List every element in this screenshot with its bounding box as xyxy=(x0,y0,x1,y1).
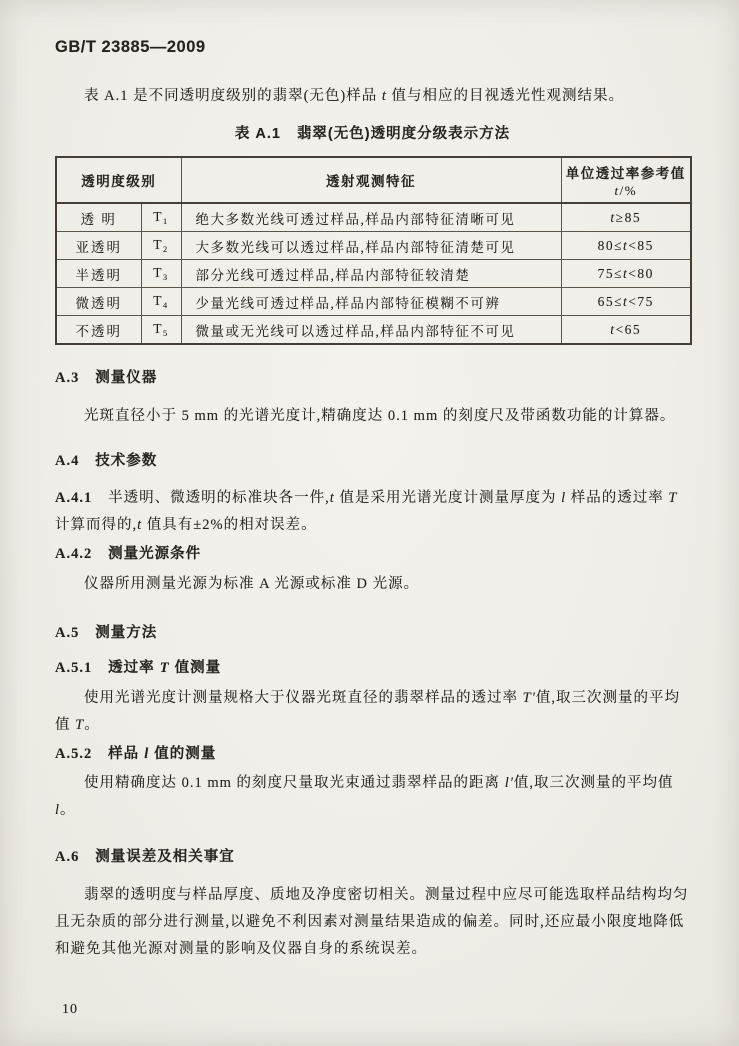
section-title: 样品 l 值的测量 xyxy=(108,745,217,762)
section-number: A.4 xyxy=(55,452,80,469)
section-heading-a3 xyxy=(55,369,690,389)
value-cell: t<65 xyxy=(561,316,691,345)
code-cell: $T_4$ xyxy=(141,288,181,316)
header-ref-line1: 单位透过率参考值 xyxy=(565,165,686,181)
level-cell: 微透明 xyxy=(56,288,141,316)
value-cell: t≥85 xyxy=(561,203,691,232)
feature-cell: 大多数光线可以透过样品,样品内部特征清楚可见 xyxy=(181,232,561,260)
transparency-grading-table xyxy=(55,156,692,345)
value-cell: 75≤t<80 xyxy=(561,260,691,288)
section-a6-body: 翡翠的透明度与样品厚度、质地及净度密切相关。测量过程中应尽可能选取样品结构均匀且无杂质的部分进行测量,以避免不利因素对测量结果造成的偏差。同时,还应最小限度地降低和避免其他光源对测量的影响及仪器自身的系统误差。 xyxy=(55,886,689,957)
section-heading-a42 xyxy=(55,545,690,565)
standard-number: GB/T 23885—2009 xyxy=(55,38,206,56)
page-number: 10 xyxy=(62,1002,78,1017)
section-number: A.6 xyxy=(55,849,80,866)
code-cell: $T_1$ xyxy=(141,203,181,232)
value-cell: 80≤t<85 xyxy=(561,232,691,260)
table-title xyxy=(55,122,690,143)
feature-cell: 少量光线可透过样品,样品内部特征模糊不可辨 xyxy=(181,288,561,316)
header-level: 透明度级别 xyxy=(56,157,181,203)
table-label: 表 A.1 xyxy=(234,126,281,142)
section-number: A.5.2 xyxy=(55,745,93,762)
intro-paragraph: 表 A.1 是不同透明度级别的翡翠(无色)样品 t 值与相应的目视透光性观测结果。 xyxy=(84,88,625,104)
code-cell: $T_3$ xyxy=(141,260,181,288)
section-a41-paragraph xyxy=(55,485,690,539)
section-number: A.5 xyxy=(55,624,80,641)
section-title: 测量光源条件 xyxy=(108,546,202,563)
section-a52-body: 使用精确度达 0.1 mm 的刻度尺量取光束通过翡翠样品的距离 l′值,取三次测量的平均值 l。 xyxy=(55,775,674,819)
section-number: A.3 xyxy=(55,370,80,386)
section-a3-body: 光斑直径小于 5 mm 的光谱光度计,精确度达 0.1 mm 的刻度尺及带函数功能的计算器。 xyxy=(84,407,676,424)
level-cell: 亚透明 xyxy=(56,232,141,260)
feature-cell: 部分光线可透过样品,样品内部特征较清楚 xyxy=(181,260,561,288)
header-feature: 透射观测特征 xyxy=(181,157,561,203)
section-title: 测量方法 xyxy=(95,624,158,641)
table-row-subtransparent xyxy=(56,232,691,260)
section-number: A.5.1 xyxy=(55,660,93,677)
section-heading-a52 xyxy=(55,745,690,765)
section-a41-text: 半透明、微透明的标准块各一件,t 值是采用光谱光度计测量厚度为 l 样品的透过率 T 计算而得的,t 值具有±2%的相对误差。 xyxy=(55,490,678,534)
section-number: A.4.2 xyxy=(55,546,93,563)
feature-cell: 微量或无光线可以透过样品,样品内部特征不可见 xyxy=(181,316,561,345)
value-cell: 65≤t<75 xyxy=(561,288,691,316)
section-number: A.4.1 xyxy=(55,490,93,507)
section-heading-a4 xyxy=(55,452,690,472)
header-reference-value xyxy=(561,157,691,203)
section-title: 测量仪器 xyxy=(95,370,158,386)
feature-cell: 绝大多数光线可透过样品,样品内部特征清晰可见 xyxy=(181,203,561,232)
section-title: 技术参数 xyxy=(95,452,158,469)
section-title: 测量误差及相关事宜 xyxy=(95,849,235,866)
code-cell: $T_5$ xyxy=(141,316,181,345)
section-title: 透过率 T 值测量 xyxy=(108,660,222,677)
section-heading-a6 xyxy=(55,848,690,868)
section-heading-a51 xyxy=(55,659,690,679)
header-ref-line2: t/% xyxy=(614,182,638,198)
table-caption: 翡翠(无色)透明度分级表示方法 xyxy=(296,126,511,142)
section-a42-body: 仪器所用测量光源为标准 A 光源或标准 D 光源。 xyxy=(84,575,420,592)
table-header-row xyxy=(56,157,691,203)
level-cell: 透 明 xyxy=(56,203,141,232)
level-cell: 半透明 xyxy=(56,260,141,288)
section-heading-a5 xyxy=(55,624,690,644)
table-row-opaque xyxy=(56,316,691,345)
level-cell: 不透明 xyxy=(56,316,141,345)
table-row-transparent xyxy=(56,203,691,232)
section-a51-body: 使用光谱光度计测量规格大于仪器光斑直径的翡翠样品的透过率 T′值,取三次测量的平均值 T。 xyxy=(55,689,680,733)
code-cell: $T_2$ xyxy=(141,232,181,260)
table-row-semitransparent xyxy=(56,260,691,288)
table-row-slightlytransparent xyxy=(56,288,691,316)
